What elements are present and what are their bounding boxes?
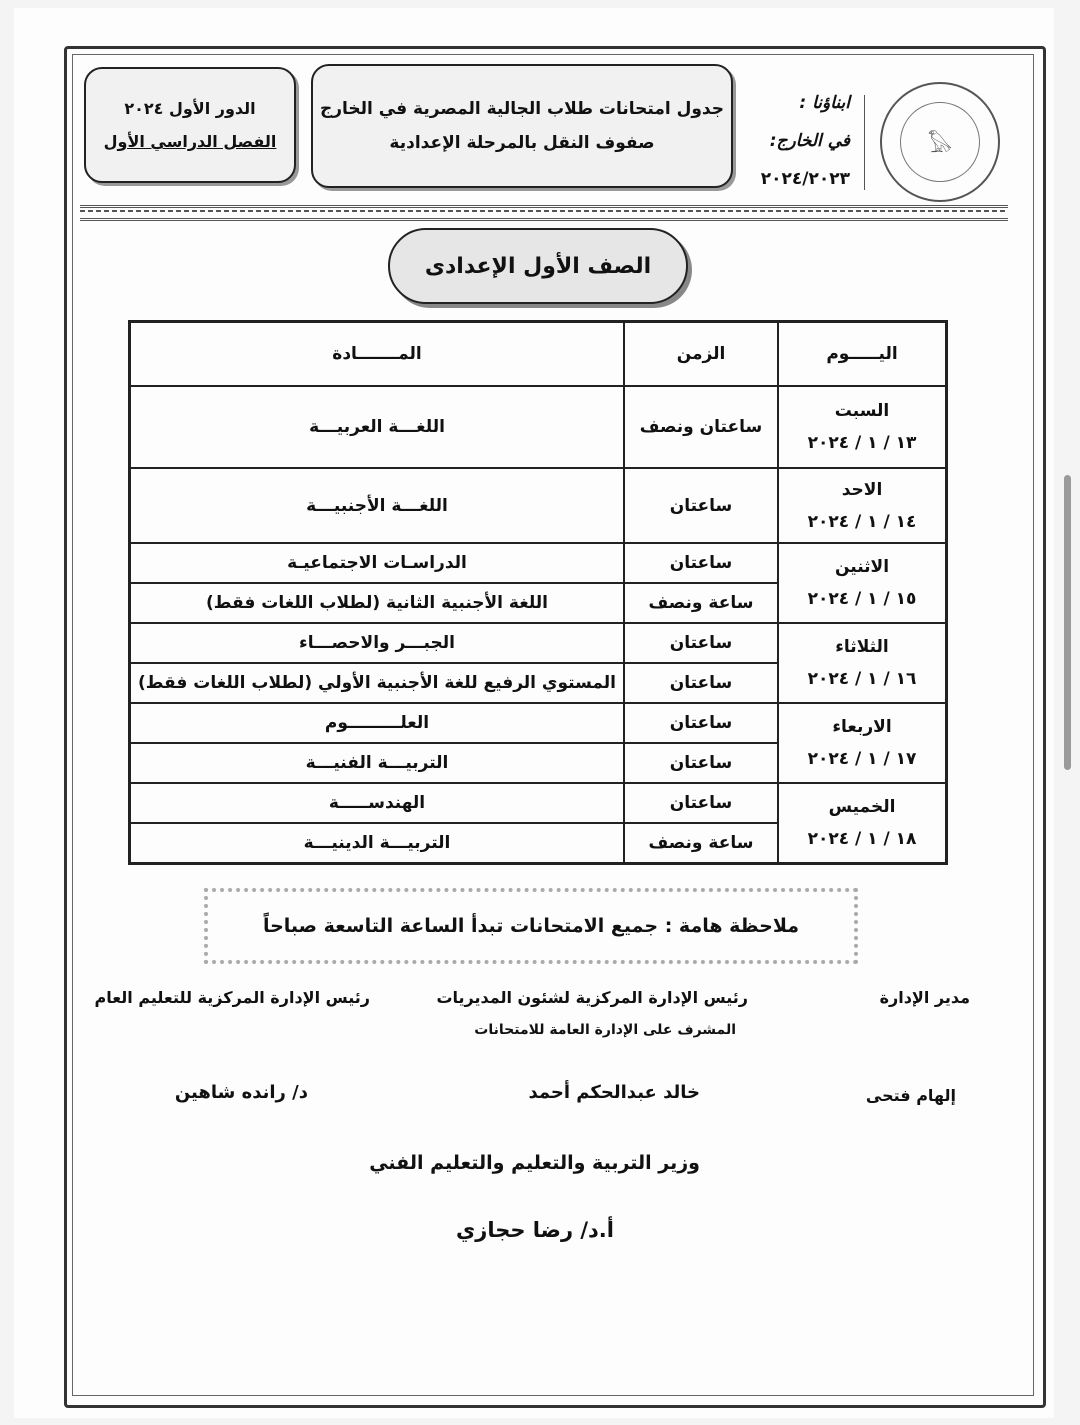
subject-cell: الدراسـات الاجتماعيـة xyxy=(130,543,625,583)
dept-director-name: إلهام فتحى xyxy=(865,1086,956,1105)
table-row xyxy=(130,783,947,823)
divider xyxy=(864,95,865,190)
day-name: الثلاثاء xyxy=(835,637,889,657)
school-year: ٢٠٢٤/٢٠٢٣ xyxy=(760,169,850,189)
table-row xyxy=(130,703,947,743)
subject-cell: اللغـــة الأجنبيـــة xyxy=(130,468,625,543)
brand-line-1: ابناؤنا : xyxy=(799,93,850,113)
table-row xyxy=(130,468,947,543)
important-note: ملاحظة هامة : جميع الامتحانات تبدأ الساعة التاسعة صباحاً xyxy=(204,888,858,964)
exam-date: ١٤ / ١ / ٢٠٢٤ xyxy=(807,511,917,532)
duration-cell: ساعتان xyxy=(624,663,778,703)
brand-line-2: في الخارج: xyxy=(769,131,850,151)
duration-cell: ساعتان xyxy=(624,703,778,743)
subject-cell: اللغة الأجنبية الثانية (لطلاب اللغات فقط) xyxy=(130,583,625,623)
subject-cell: التربيـــة الفنيـــة xyxy=(130,743,625,783)
grade-title: الصف الأول الإعدادى xyxy=(388,228,688,304)
duration-cell: ساعتان xyxy=(624,623,778,663)
table-header-row xyxy=(130,322,947,387)
exam-date: ١٥ / ١ / ٢٠٢٤ xyxy=(807,589,917,609)
day-cell xyxy=(778,468,947,543)
header-time: الزمن xyxy=(624,322,778,387)
day-cell xyxy=(778,543,947,623)
subject-cell: الهندســـــة xyxy=(130,783,625,823)
duration-cell: ساعتان xyxy=(624,543,778,583)
dashed-divider xyxy=(80,205,1008,221)
day-name: الاحد xyxy=(841,479,883,500)
minister-title: وزير التربية والتعليم والتعليم الفني xyxy=(369,1152,700,1174)
exam-date: ١٨ / ١ / ٢٠٢٤ xyxy=(807,829,917,849)
ministry-seal-logo xyxy=(880,82,1000,202)
table-row xyxy=(130,386,947,468)
day-name: الاثنين xyxy=(834,557,890,577)
day-name: الاربعاء xyxy=(832,717,892,737)
duration-cell: ساعتان xyxy=(624,468,778,543)
day-cell xyxy=(778,783,947,864)
subject-cell: العلـــــــــوم xyxy=(130,703,625,743)
subject-cell: الجبـــر والاحصـــاء xyxy=(130,623,625,663)
duration-cell: ساعة ونصف xyxy=(624,583,778,623)
exam-date: ١٧ / ١ / ٢٠٢٤ xyxy=(807,749,917,769)
duration-cell: ساعتان xyxy=(624,783,778,823)
table-row xyxy=(130,623,947,663)
day-cell xyxy=(778,703,947,783)
duration-cell: ساعتان ونصف xyxy=(624,386,778,468)
day-name: السبت xyxy=(834,401,890,421)
scrollbar[interactable] xyxy=(1064,475,1071,770)
exam-date: ١٣ / ١ / ٢٠٢٤ xyxy=(807,433,917,453)
day-cell xyxy=(778,623,947,703)
general-ed-title: رئيس الإدارة المركزية للتعليم العام xyxy=(94,988,370,1007)
eagle-emblem-icon: 𓅃 xyxy=(900,102,980,182)
duration-cell: ساعة ونصف xyxy=(624,823,778,864)
directorates-subtitle: المشرف على الإدارة العامة للامتحانات xyxy=(474,1022,736,1038)
title-line-2: صفوف النقل بالمرحلة الإعدادية xyxy=(389,133,655,153)
session-box xyxy=(84,67,296,183)
subject-cell: المستوي الرفيع للغة الأجنبية الأولي (لطلاب اللغات فقط) xyxy=(130,663,625,703)
subject-cell: اللغـــة العربيـــة xyxy=(130,386,625,468)
duration-cell: ساعتان xyxy=(624,743,778,783)
subject-cell: التربيـــة الدينيـــة xyxy=(130,823,625,864)
title-line-1: جدول امتحانات طلاب الجالية المصرية في الخارج xyxy=(320,99,724,119)
table-row xyxy=(130,543,947,583)
exam-round: الدور الأول ٢٠٢٤ xyxy=(124,99,256,118)
day-name: الخميس xyxy=(828,797,896,817)
exam-date: ١٦ / ١ / ٢٠٢٤ xyxy=(807,669,917,689)
day-cell xyxy=(778,386,947,468)
general-ed-name: د/ رانده شاهين xyxy=(174,1082,308,1103)
brand-text xyxy=(750,84,850,198)
exam-term: الفصل الدراسي الأول xyxy=(103,132,277,151)
header-subject: المـــــــادة xyxy=(130,322,625,387)
minister-name: أ.د/ رضا حجازي xyxy=(455,1218,614,1242)
directorates-title: رئيس الإدارة المركزية لشئون المديريات xyxy=(436,988,748,1007)
directorates-name: خالد عبدالحكم أحمد xyxy=(528,1082,700,1103)
title-box xyxy=(311,64,733,188)
exam-schedule-table xyxy=(128,320,948,865)
dept-director-title: مدير الإدارة xyxy=(879,988,970,1007)
header-day: اليـــــوم xyxy=(778,322,947,387)
